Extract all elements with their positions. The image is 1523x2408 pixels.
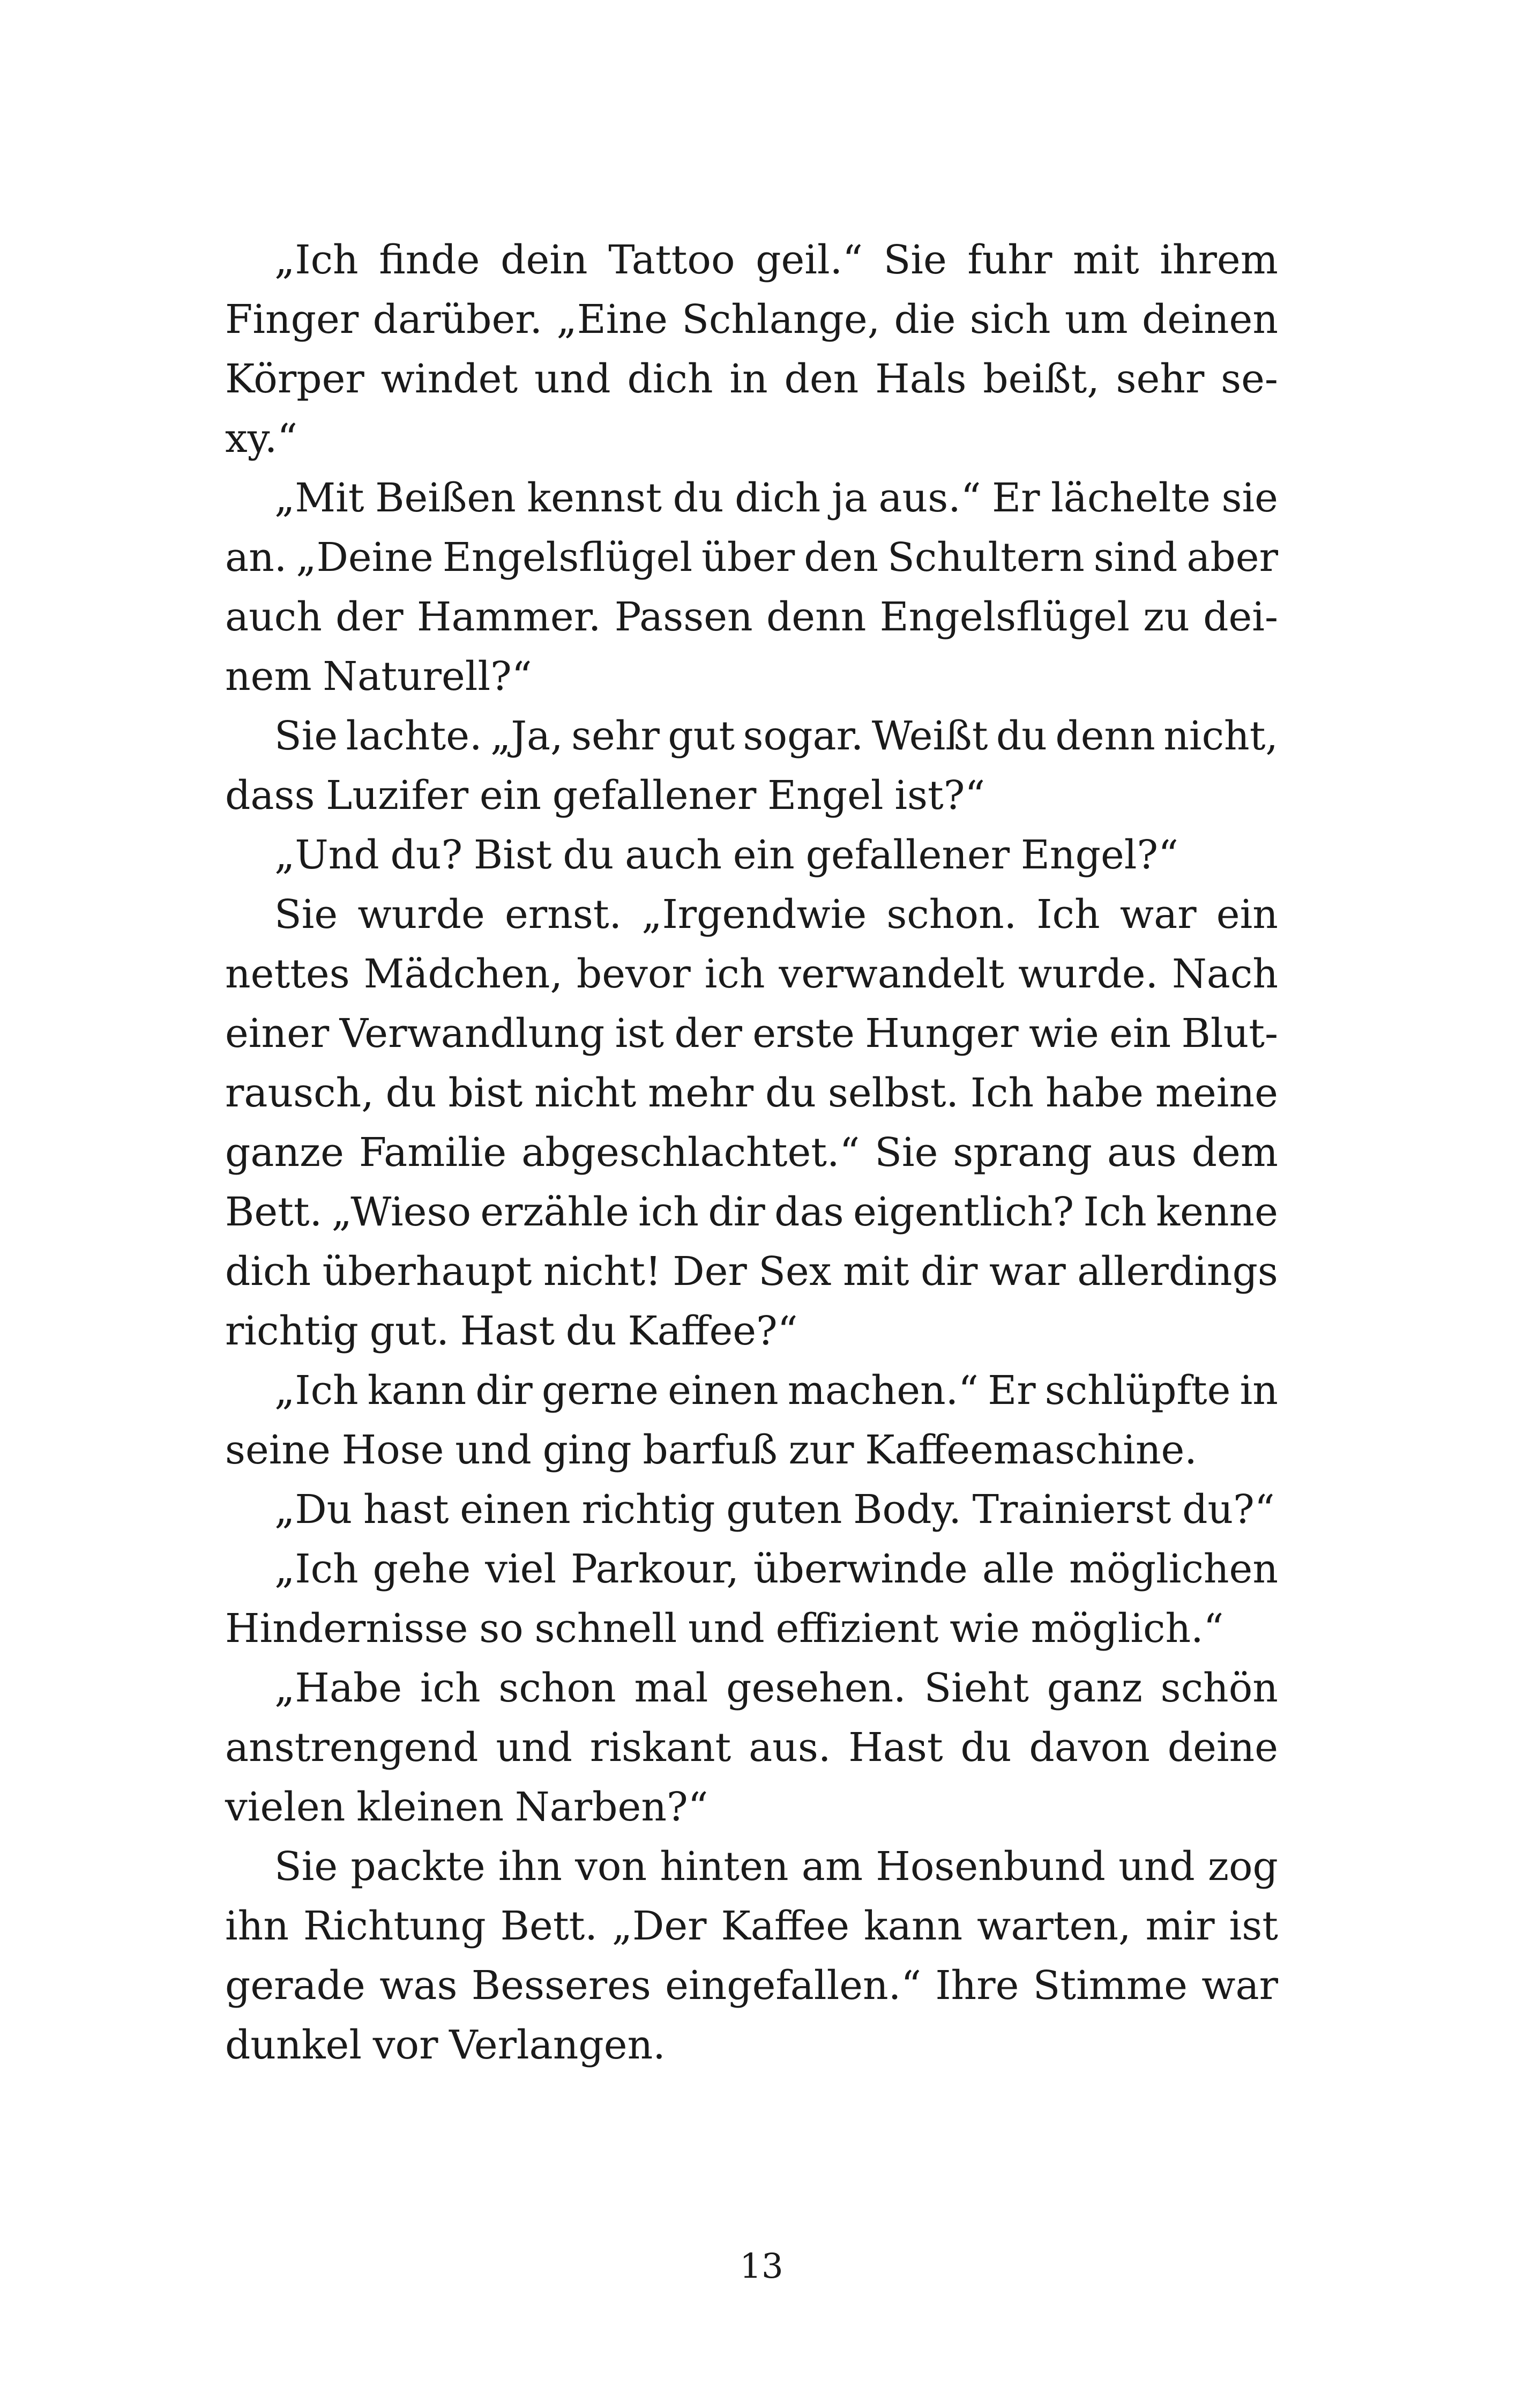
text-line: Sie wurde ernst. „Irgendwie schon. Ich war ein xyxy=(274,891,1278,938)
text-line: „Habe ich schon mal gesehen. Sieht ganz schön xyxy=(274,1665,1278,1711)
text-line: an. „Deine Engelsflügel über den Schultern sind aber xyxy=(225,534,1278,581)
text-line: anstrengend und riskant aus. Hast du davon deine xyxy=(225,1725,1278,1771)
text-line: ganze Familie abgeschlachtet.“ Sie sprang aus dem xyxy=(225,1129,1278,1176)
text-line: dunkel vor Verlangen. xyxy=(225,2022,666,2068)
text-line: „Ich kann dir gerne einen machen.“ Er schlüpfte in xyxy=(274,1367,1278,1414)
text-line: seine Hose und ging barfuß zur Kaffeemaschine. xyxy=(225,1427,1197,1473)
text-line: „Ich gehe viel Parkour, überwinde alle möglichen xyxy=(274,1546,1278,1592)
text-line: rausch, du bist nicht mehr du selbst. Ich habe meine xyxy=(225,1070,1278,1116)
text-line: „Ich finde dein Tattoo geil.“ Sie fuhr mit ihrem xyxy=(274,237,1278,283)
text-line: auch der Hammer. Passen denn Engelsflügel zu dei- xyxy=(225,594,1278,640)
text-line: Sie lachte. „Ja, sehr gut sogar. Weißt du denn nicht, xyxy=(274,713,1278,759)
text-line: nem Naturell?“ xyxy=(225,653,532,700)
text-line: Körper windet und dich in den Hals beißt, sehr se- xyxy=(225,356,1278,402)
text-line: Finger darüber. „Eine Schlange, die sich um deinen xyxy=(225,296,1278,343)
text-line: Bett. „Wieso erzähle ich dir das eigentlich? Ich kenne xyxy=(225,1189,1278,1235)
text-line: „Mit Beißen kennst du dich ja aus.“ Er lächelte sie xyxy=(274,475,1278,521)
text-line: dich überhaupt nicht! Der Sex mit dir war allerdings xyxy=(225,1248,1278,1295)
body-text xyxy=(225,231,1278,2075)
text-line: ihn Richtung Bett. „Der Kaffee kann warten, mir ist xyxy=(225,1903,1278,1949)
text-line: „Und du? Bist du auch ein gefallener Engel?“ xyxy=(274,832,1178,878)
text-line: richtig gut. Hast du Kaffee?“ xyxy=(225,1308,798,1354)
text-line: einer Verwandlung ist der erste Hunger wie ein Blut- xyxy=(225,1010,1278,1057)
text-line: nettes Mädchen, bevor ich verwandelt wurde. Nach xyxy=(225,951,1278,997)
text-line: „Du hast einen richtig guten Body. Trainierst du?“ xyxy=(274,1487,1275,1533)
text-line: xy.“ xyxy=(225,415,298,462)
text-line: Hindernisse so schnell und effizient wie möglich.“ xyxy=(225,1606,1224,1652)
page-number: 13 xyxy=(740,2247,783,2286)
text-line: Sie packte ihn von hinten am Hosenbund und zog xyxy=(274,1844,1278,1890)
text-line: dass Luzifer ein gefallener Engel ist?“ xyxy=(225,772,986,819)
text-line: gerade was Besseres eingefallen.“ Ihre Stimme war xyxy=(225,1963,1278,2009)
text-line: vielen kleinen Narben?“ xyxy=(225,1784,708,1830)
